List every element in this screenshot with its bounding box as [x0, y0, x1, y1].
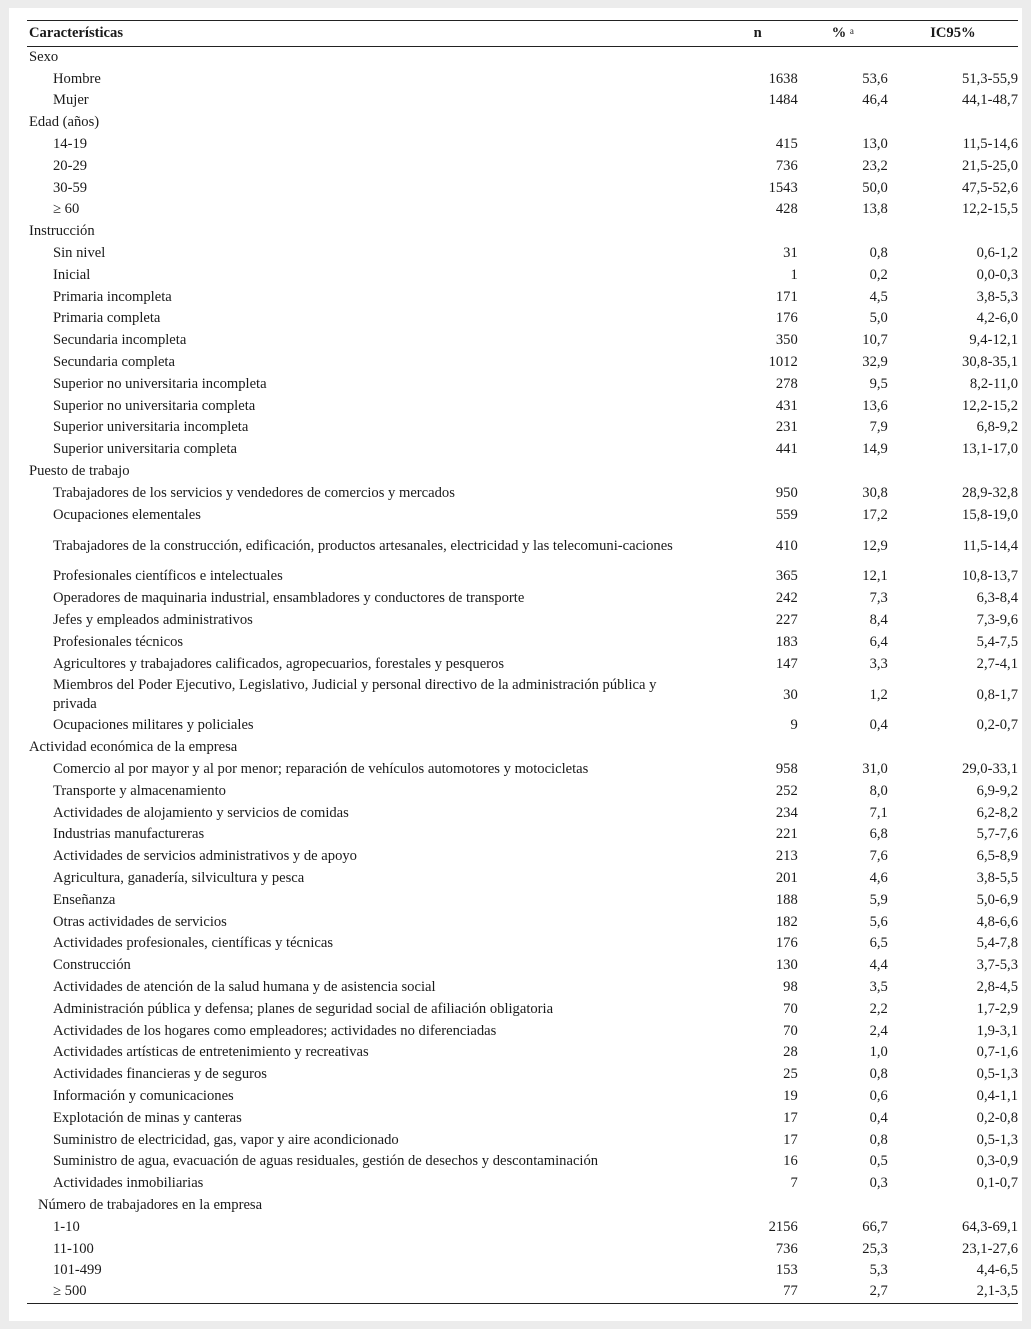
- category-label: Número de trabajadores en la empresa: [38, 1196, 263, 1213]
- table-row: [27, 177, 1018, 199]
- cell-n: 431: [775, 397, 798, 414]
- cell-n: 70: [783, 1000, 798, 1017]
- cell-percent: 5,3: [869, 1262, 888, 1279]
- cell-ci: 5,0-6,9: [976, 891, 1018, 908]
- cell-n: [718, 737, 798, 759]
- cell-ci: 6,2-8,2: [976, 804, 1018, 821]
- cell-n: 242: [775, 590, 798, 607]
- cell-percent: 46,4: [862, 92, 888, 109]
- table-row: [27, 286, 1018, 308]
- cell-n: 410: [775, 537, 798, 554]
- row-label: Secundaria completa: [53, 354, 175, 371]
- cell-n: 171: [775, 288, 798, 305]
- row-label: Primaria completa: [53, 310, 161, 327]
- cell-ci: 1,9-3,1: [976, 1022, 1018, 1039]
- cell-ci: 6,3-8,4: [976, 590, 1018, 607]
- row-label: Actividades de alojamiento y servicios de comidas: [53, 804, 349, 821]
- row-label: Ocupaciones militares y policiales: [53, 717, 254, 734]
- table-row: [27, 482, 1018, 504]
- cell-ci: [888, 112, 1018, 134]
- cell-n: 252: [775, 782, 798, 799]
- row-label: Superior no universitaria completa: [53, 397, 256, 414]
- cell-ci: 0,5-1,3: [976, 1066, 1018, 1083]
- cell-percent: 5,6: [869, 913, 888, 930]
- cell-percent: 30,8: [862, 484, 888, 501]
- cell-percent: 7,3: [869, 590, 888, 607]
- row-label: Inicial: [53, 266, 91, 283]
- table-row: [27, 1151, 1018, 1173]
- cell-ci: [888, 47, 1018, 69]
- cell-percent: [798, 461, 888, 483]
- row-label: Suministro de agua, evacuación de aguas residuales, gestión de desechos y descontaminación: [53, 1153, 599, 1170]
- cell-ci: 5,4-7,5: [976, 633, 1018, 650]
- header-ci-label: IC95%: [930, 25, 976, 41]
- row-label: Enseñanza: [53, 891, 116, 908]
- cell-ci: 7,3-9,6: [976, 612, 1018, 629]
- cell-ci: 5,7-7,6: [976, 826, 1018, 843]
- table-row: [27, 802, 1018, 824]
- row-label: ≥ 60: [53, 201, 80, 218]
- table-row: [27, 134, 1018, 156]
- row-label: Actividades de los hogares como empleadores; actividades no diferenciadas: [53, 1022, 497, 1039]
- cell-n: 70: [783, 1022, 798, 1039]
- table-row: [27, 933, 1018, 955]
- row-label: Actividades de atención de la salud humana y de asistencia social: [53, 978, 436, 995]
- cell-ci: 30,8-35,1: [962, 354, 1018, 371]
- cell-percent: 5,9: [869, 891, 888, 908]
- row-label: Actividades inmobiliarias: [53, 1175, 204, 1192]
- cell-ci: 3,8-5,5: [976, 869, 1018, 886]
- cell-ci: 2,1-3,5: [888, 1282, 1018, 1304]
- row-label: Actividades profesionales, científicas y técnicas: [53, 935, 334, 952]
- table-row: [27, 1042, 1018, 1064]
- cell-ci: 0,7-1,6: [976, 1044, 1018, 1061]
- cell-n: 213: [775, 848, 798, 865]
- table-row: [27, 868, 1018, 890]
- row-label: Construcción: [53, 957, 131, 974]
- row-label: 1-10: [53, 1218, 80, 1235]
- cell-n: 130: [775, 957, 798, 974]
- table-row: [27, 1129, 1018, 1151]
- cell-n: 441: [775, 441, 798, 458]
- cell-ci: 0,8-1,7: [976, 686, 1018, 703]
- table-row: [27, 526, 1018, 566]
- row-label: Otras actividades de servicios: [53, 913, 227, 930]
- row-label: Agricultura, ganadería, silvicultura y pesca: [53, 869, 305, 886]
- header-percent-footnote: a: [849, 26, 854, 36]
- header-n: [718, 21, 798, 47]
- cell-ci: [888, 221, 1018, 243]
- cell-percent: 17,2: [862, 506, 888, 523]
- cell-percent: 4,5: [869, 288, 888, 305]
- cell-percent: 7,1: [869, 804, 888, 821]
- table-row: [27, 955, 1018, 977]
- row-label: Profesionales técnicos: [53, 633, 184, 650]
- header-percent: [798, 21, 888, 47]
- row-label: Explotación de minas y canteras: [53, 1109, 242, 1126]
- cell-percent: 2,2: [869, 1000, 888, 1017]
- cell-ci: 10,8-13,7: [962, 568, 1018, 585]
- cell-n: 350: [775, 332, 798, 349]
- category-label: Actividad económica de la empresa: [29, 739, 238, 756]
- row-label: Ocupaciones elementales: [53, 506, 201, 523]
- cell-ci: 12,2-15,5: [962, 201, 1018, 218]
- cell-n: 365: [775, 568, 798, 585]
- row-label: Suministro de electricidad, gas, vapor y aire acondicionado: [53, 1131, 399, 1148]
- cell-ci: 0,2-0,7: [976, 717, 1018, 734]
- cell-ci: 1,7-2,9: [976, 1000, 1018, 1017]
- cell-n: 201: [775, 869, 798, 886]
- cell-n: 221: [775, 826, 798, 843]
- cell-percent: 0,8: [869, 1131, 888, 1148]
- cell-n: 17: [783, 1109, 798, 1126]
- table-row: [27, 588, 1018, 610]
- cell-percent: 13,6: [862, 397, 888, 414]
- cell-n: 182: [775, 913, 798, 930]
- cell-n: 231: [775, 419, 798, 436]
- cell-ci: 0,4-1,1: [976, 1087, 1018, 1104]
- cell-n: 147: [775, 655, 798, 672]
- table-row: [27, 1216, 1018, 1238]
- row-label: 11-100: [53, 1240, 94, 1257]
- cell-ci: 44,1-48,7: [962, 92, 1018, 109]
- cell-percent: 14,9: [862, 441, 888, 458]
- cell-n: 950: [775, 484, 798, 501]
- cell-ci: 29,0-33,1: [962, 761, 1018, 777]
- cell-ci: 12,2-15,2: [962, 397, 1018, 414]
- table-row: [27, 824, 1018, 846]
- cell-percent: 0,2: [869, 266, 888, 283]
- cell-n: 1012: [768, 354, 798, 371]
- row-label: 14-19: [53, 136, 88, 153]
- cell-percent: 6,8: [869, 826, 888, 843]
- cell-percent: 53,6: [862, 70, 888, 87]
- row-label: Secundaria incompleta: [53, 332, 187, 349]
- table-body: [27, 47, 1018, 1304]
- table-row: [27, 68, 1018, 90]
- cell-ci: 4,4-6,5: [976, 1262, 1018, 1279]
- cell-n: 183: [775, 633, 798, 650]
- cell-n: 1: [790, 266, 798, 283]
- cell-percent: 1,0: [869, 1044, 888, 1061]
- row-label: Jefes y empleados administrativos: [53, 612, 253, 629]
- cell-ci: 51,3-55,9: [962, 70, 1018, 87]
- table-row: [27, 243, 1018, 265]
- cell-n: 9: [790, 717, 798, 734]
- row-label: Primaria incompleta: [53, 288, 172, 305]
- cell-ci: 0,5-1,3: [976, 1131, 1018, 1148]
- cell-n: 98: [783, 978, 798, 995]
- cell-ci: 8,2-11,0: [969, 375, 1018, 392]
- table-row: [27, 199, 1018, 221]
- cell-ci: 5,4-7,8: [976, 935, 1018, 952]
- category-row: [27, 461, 1018, 483]
- cell-percent: 2,4: [869, 1022, 888, 1039]
- cell-percent: 12,9: [862, 537, 888, 554]
- cell-percent: [798, 221, 888, 243]
- table-row: [27, 675, 1018, 715]
- row-label: 30-59: [53, 179, 88, 196]
- cell-ci: 64,3-69,1: [962, 1218, 1018, 1235]
- header-n-label: n: [753, 25, 762, 41]
- cell-n: 227: [775, 612, 798, 629]
- cell-n: 25: [783, 1066, 798, 1083]
- row-label: Superior no universitaria incompleta: [53, 375, 267, 392]
- cell-percent: 3,5: [869, 978, 888, 995]
- table-row: [27, 1086, 1018, 1108]
- cell-n: 428: [775, 201, 798, 218]
- cell-percent: 4,6: [869, 869, 888, 886]
- cell-ci: 0,3-0,9: [976, 1153, 1018, 1170]
- cell-ci: 4,8-6,6: [976, 913, 1018, 930]
- row-label: Operadores de maquinaria industrial, ensambladores y conductores de transporte: [53, 590, 525, 607]
- row-label: Actividades financieras y de seguros: [53, 1066, 267, 1083]
- cell-percent: [798, 47, 888, 69]
- cell-n: 153: [775, 1262, 798, 1279]
- category-row: [27, 737, 1018, 759]
- cell-percent: 6,4: [869, 633, 888, 650]
- cell-n: 176: [775, 935, 798, 952]
- cell-n: [718, 112, 798, 134]
- cell-n: 1543: [768, 179, 798, 196]
- table-row: [27, 1107, 1018, 1129]
- document-panel: [9, 8, 1022, 1321]
- row-label: Actividades de servicios administrativos y de apoyo: [53, 848, 357, 865]
- cell-percent: 9,5: [869, 375, 888, 392]
- cell-percent: 31,0: [862, 761, 888, 777]
- row-label: Hombre: [53, 70, 101, 87]
- cell-n: 176: [775, 310, 798, 327]
- table-row: [27, 155, 1018, 177]
- cell-percent: 23,2: [862, 157, 888, 174]
- row-label: Profesionales científicos e intelectuales: [53, 568, 283, 585]
- cell-ci: 0,6-1,2: [976, 245, 1018, 262]
- cell-n: 28: [783, 1044, 798, 1061]
- cell-percent: [798, 1195, 888, 1217]
- cell-ci: 0,1-0,7: [976, 1175, 1018, 1192]
- row-label: Administración pública y defensa; planes de seguridad social de afiliación obligatoria: [53, 1000, 554, 1017]
- table-row: [27, 417, 1018, 439]
- cell-n: 736: [775, 1240, 798, 1257]
- table-row: [27, 1282, 1018, 1304]
- cell-percent: 5,0: [869, 310, 888, 327]
- cell-percent: 0,4: [869, 717, 888, 734]
- cell-percent: 32,9: [862, 354, 888, 371]
- row-label: Agricultores y trabajadores calificados, agropecuarios, forestales y pesqueros: [53, 655, 505, 672]
- cell-ci: 11,5-14,6: [962, 136, 1018, 153]
- cell-ci: 6,8-9,2: [976, 419, 1018, 436]
- cell-ci: 11,5-14,4: [962, 537, 1018, 554]
- cell-n: 17: [783, 1131, 798, 1148]
- table-row: [27, 998, 1018, 1020]
- cell-n: 188: [775, 891, 798, 908]
- cell-percent: 50,0: [862, 179, 888, 196]
- cell-percent: 1,2: [869, 686, 888, 703]
- cell-n: 415: [775, 136, 798, 153]
- cell-percent: 0,4: [869, 1109, 888, 1126]
- table-row: [27, 330, 1018, 352]
- row-label: Información y comunicaciones: [53, 1087, 234, 1104]
- cell-ci: [888, 1195, 1018, 1217]
- cell-ci: 3,8-5,3: [976, 288, 1018, 305]
- row-label: Industrias manufactureras: [53, 826, 205, 843]
- cell-ci: 0,0-0,3: [976, 266, 1018, 283]
- cell-n: 7: [790, 1175, 798, 1192]
- cell-percent: 3,3: [869, 655, 888, 672]
- category-label: Edad (años): [29, 114, 100, 131]
- table-row: [27, 1260, 1018, 1282]
- row-label: Sin nivel: [53, 245, 106, 262]
- cell-percent: 7,6: [869, 848, 888, 865]
- cell-n: 1484: [768, 92, 798, 109]
- table-row: [27, 90, 1018, 112]
- cell-percent: 0,5: [869, 1153, 888, 1170]
- table-row: [27, 631, 1018, 653]
- table-row: [27, 308, 1018, 330]
- cell-percent: 13,8: [862, 201, 888, 218]
- row-label: Transporte y almacenamiento: [53, 782, 226, 799]
- table-row: [27, 1173, 1018, 1195]
- table-row: [27, 264, 1018, 286]
- cell-ci: 2,8-4,5: [976, 978, 1018, 995]
- cell-n: 958: [775, 761, 798, 777]
- cell-ci: 3,7-5,3: [976, 957, 1018, 974]
- cell-percent: 7,9: [869, 419, 888, 436]
- category-row: [27, 221, 1018, 243]
- cell-percent: [798, 112, 888, 134]
- category-label: Sexo: [29, 49, 59, 66]
- table-row: [27, 1064, 1018, 1086]
- table-row: [27, 1238, 1018, 1260]
- cell-percent: 0,8: [869, 245, 888, 262]
- row-label: Trabajadores de los servicios y vendedores de comercios y mercados: [53, 484, 455, 501]
- cell-n: 278: [775, 375, 798, 392]
- header-characteristics: Características: [27, 21, 718, 47]
- table-row: [27, 395, 1018, 417]
- row-label: Superior universitaria incompleta: [53, 419, 249, 436]
- cell-n: 736: [775, 157, 798, 174]
- cell-ci: 6,9-9,2: [976, 782, 1018, 799]
- cell-ci: 6,5-8,9: [976, 848, 1018, 865]
- row-label: Actividades artísticas de entretenimiento y recreativas: [53, 1044, 369, 1061]
- cell-n: 16: [783, 1153, 798, 1170]
- category-row: [27, 112, 1018, 134]
- table-row: [27, 566, 1018, 588]
- cell-n: 234: [775, 804, 798, 821]
- cell-ci: 9,4-12,1: [969, 332, 1018, 349]
- cell-ci: [888, 737, 1018, 759]
- row-label: 20-29: [53, 157, 88, 174]
- cell-ci: 13,1-17,0: [962, 441, 1018, 458]
- cell-ci: 2,7-4,1: [976, 655, 1018, 672]
- cell-percent: 25,3: [862, 1240, 888, 1257]
- row-label: Trabajadores de la construcción, edificación, productos artesanales, electricidad y las telecomuni-caciones: [53, 537, 673, 554]
- table-header-row: [27, 21, 1018, 47]
- table-row: [27, 439, 1018, 461]
- row-label: Superior universitaria completa: [53, 441, 237, 458]
- cell-percent: 0,8: [869, 1066, 888, 1083]
- cell-n: 77: [718, 1282, 798, 1304]
- cell-n: [718, 1195, 798, 1217]
- cell-n: 31: [783, 245, 798, 262]
- cell-percent: 6,5: [869, 935, 888, 952]
- table-row: [27, 780, 1018, 802]
- header-percent-label: %: [831, 25, 847, 41]
- cell-percent: 10,7: [862, 332, 888, 349]
- cell-n: 2156: [768, 1218, 798, 1235]
- table-row: [27, 846, 1018, 868]
- cell-percent: 8,0: [869, 782, 888, 799]
- table-row: [27, 504, 1018, 526]
- cell-ci: 4,2-6,0: [976, 310, 1018, 327]
- row-label: Mujer: [53, 92, 89, 109]
- table-row: [27, 352, 1018, 374]
- category-label: Instrucción: [29, 223, 95, 240]
- cell-ci: 15,8-19,0: [962, 506, 1018, 523]
- cell-percent: 66,7: [862, 1218, 888, 1235]
- row-label: 101-499: [53, 1262, 102, 1279]
- cell-percent: 4,4: [869, 957, 888, 974]
- cell-percent: 0,6: [869, 1087, 888, 1104]
- cell-percent: 12,1: [862, 568, 888, 585]
- cell-ci: 21,5-25,0: [962, 157, 1018, 174]
- table-row: [27, 653, 1018, 675]
- table-row: [27, 911, 1018, 933]
- row-label: Comercio al por mayor y al por menor; reparación de vehículos automotores y motocicletas: [53, 761, 589, 777]
- characteristics-table: [27, 20, 1018, 1304]
- cell-n: [718, 47, 798, 69]
- table-row: [27, 759, 1018, 781]
- cell-ci: 28,9-32,8: [962, 484, 1018, 501]
- cell-ci: 23,1-27,6: [962, 1240, 1018, 1257]
- cell-ci: 47,5-52,6: [962, 179, 1018, 196]
- category-label: Puesto de trabajo: [29, 463, 130, 480]
- cell-n: 30: [783, 686, 798, 703]
- cell-percent: 8,4: [869, 612, 888, 629]
- row-label: ≥ 500: [27, 1282, 718, 1304]
- cell-percent: 2,7: [798, 1282, 888, 1304]
- table-row: [27, 889, 1018, 911]
- cell-ci: 0,2-0,8: [976, 1109, 1018, 1126]
- cell-n: [718, 461, 798, 483]
- category-row: [27, 1195, 1018, 1217]
- table-row: [27, 1020, 1018, 1042]
- row-label: Miembros del Poder Ejecutivo, Legislativo, Judicial y personal directivo de la administración pública y privada: [53, 677, 657, 713]
- header-ci: [888, 21, 1018, 47]
- table-row: [27, 715, 1018, 737]
- table-row: [27, 610, 1018, 632]
- category-row: [27, 47, 1018, 69]
- cell-n: [718, 221, 798, 243]
- cell-percent: [798, 737, 888, 759]
- cell-n: 19: [783, 1087, 798, 1104]
- table-row: [27, 373, 1018, 395]
- cell-n: 1638: [768, 70, 798, 87]
- cell-percent: 13,0: [862, 136, 888, 153]
- cell-n: 559: [775, 506, 798, 523]
- table-row: [27, 977, 1018, 999]
- cell-percent: 0,3: [869, 1175, 888, 1192]
- cell-ci: [888, 461, 1018, 483]
